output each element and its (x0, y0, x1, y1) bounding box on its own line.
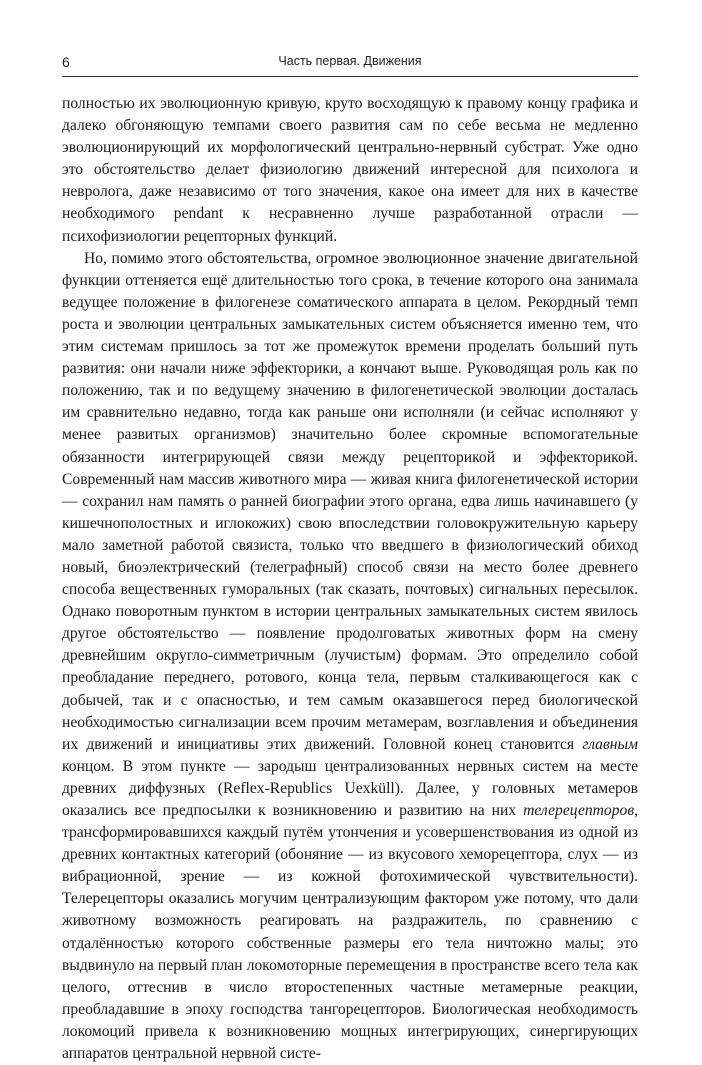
body-text (62, 93, 638, 1065)
paragraph-1-text: полностью их эволюционную кривую, круто восходящую к правому концу графика и далеко обгоняющую темпами своего развития сам по себе весьма не медленно эволюционирующий их морфологический центрально-нервный субстрат. Уже одно это обстоятельство делает физиологию движений интересной для психолога и невролога, даже независимо от того значения, какое она имеет для них в качестве необходимого pendant к несравненно лучше разработанной отрасли — психофизиологии рецепторных функций. (62, 95, 638, 245)
paragraph-2-text-b: концом. В этом пункте — зародыш централизованных нервных систем на месте древних диффузных (Reflex-Republics Uexküll). Далее, у головных метамеров оказались все предпосылки к возникновению и развитию на них (62, 757, 638, 819)
emphasis-telereceptors: телерецепторов (523, 802, 635, 819)
paragraph-2-text-c: , трансформировавшихся каждый путём утончения и усовершенствования из одной из древних контактных категорий (обоняние — из вкусового хеморецептора, слух — из вибрационной, зрение — из кожной фотохимической чувствительности). Телерецепторы оказались могучим централизующим фактором уже потому, что дали животному возможность реагировать на раздражитель, по сравнению с отдалённостью которого собственные размеры его тела ничтожно малы; это выдвинуло на первый план локомоторные перемещения в пространстве всего тела как целого, оттеснив в число второстепенных частные метамерные реакции, преобладавшие в эпоху господства тангорецепторов. Биологическая необходимость локомоций привела к возникновению мощных интегрирующих, синергирующих аппаратов центральной нервной систе- (62, 802, 638, 1063)
paragraph-2 (62, 248, 638, 1065)
paragraph-1 (62, 93, 638, 248)
page-header (62, 54, 638, 74)
header-rule (62, 76, 638, 77)
emphasis-glavnym: главным (582, 735, 638, 753)
paragraph-2-text-a: Но, помимо этого обстоятельства, огромное эволюционное значение двигательной функции оттеняется ещё длительностью того срока, в течение которого она занимала ведущее положение в филогенезе соматического аппарата в целом. Рекордный темп роста и эволюции центральных замыкательных систем объясняется именно тем, что этим системам пришлось за тот же промежуток времени проделать больший путь развития: они начали ниже эффекторики, а кончают выше. Руководящая роль как по положению, так и по ведущему значению в филогенетической эволюции досталась им сравнительно недавно, тогда как раньше они исполняли (и сейчас исполняют у менее развитых организмов) значительно более скромные вспомогательные обязанности интегрирующей связи между рецепторикой и эффекторикой. Современный нам массив животного мира — живая книга филогенетической истории — сохранил нам память о ранней биографии этого органа, едва лишь начинавшего (у кишечнополостных и иглокожих) свою впоследствии головокружительную карьеру мало заметной работой связиста, только что введшего в физиологический обиход новый, биоэлектрический (телеграфный) способ связи на место более древнего способа вещественных гуморальных (так сказать, почтовых) сигнальных пересылок. Однако поворотным пунктом в истории центральных замыкательных систем явилось другое обстоятельство — появление продолговатых животных форм на смену древнейшим округло-симметричным (лучистым) формам. Это определило собой преобладание переднего, ротового, конца тела, первым сталкивающегося как с добычей, так и с опасностью, и тем самым оказавшегося перед биологической необходимостью сигнализации всем прочим метамерам, возглавления и объединения их движений и инициативы этих движений. Головной конец становится (62, 249, 638, 753)
page-number: 6 (62, 54, 70, 70)
running-title: Часть первая. Движения (278, 54, 422, 68)
